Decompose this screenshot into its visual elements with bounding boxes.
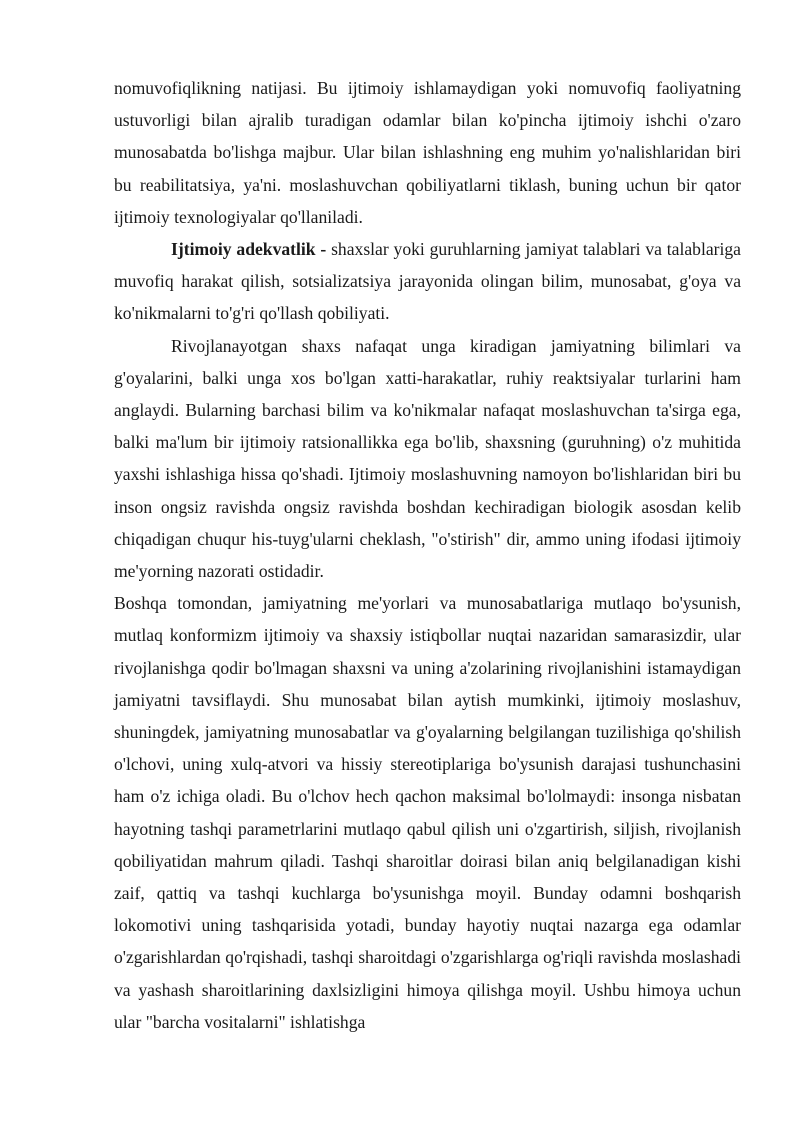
definition-text: shaxslar yoki guruhlarning jamiyat talablari va talablariga muvofiq harakat qilish, sotsializatsiya jarayonida olingan bilim, munosabat, g'oya va ko'nikmalarni to'g'ri qo'llash qobiliyati. xyxy=(114,239,741,324)
paragraph-2-definition xyxy=(114,233,741,330)
definition-term: Ijtimoiy adekvatlik - xyxy=(171,239,327,260)
document-body xyxy=(114,72,741,1038)
paragraph-3-continuation: Boshqa tomondan, jamiyatning me'yorlari va munosabatlariga mutlaqo bo'ysunish, mutlaq konformizm ijtimoiy va shaxsiy istiqbollar nuqtai nazaridan samarasizdir, ular rivojlanishga qodir bo'lmagan shaxsni va uning a'zolarining rivojlanishini istamaydigan jamiyatni tavsiflaydi. Shu munosabat bilan aytish mumkinki, ijtimoiy moslashuv, shuningdek, jamiyatning munosabatlar va g'oyalarning belgilangan tuzilishiga qo'shilish o'lchovi, uning xulq-atvori va hissiy stereotiplariga bo'ysunish darajasi tushunchasini ham o'z ichiga oladi. Bu o'lchov hech qachon maksimal bo'lolmaydi: insonga nisbatan hayotning tashqi parametrlarini mutlaqo qabul qilish uni o'zgartirish, siljish, rivojlanish qobiliyatidan mahrum qiladi. Tashqi sharoitlar doirasi bilan aniq belgilanadigan kishi zaif, qattiq va tashqi kuchlarga bo'ysunishga moyil. Bunday odamni boshqarish lokomotivi uning tashqarisida yotadi, bunday hayotiy nuqtai nazarga ega odamlar o'zgarishlardan qo'rqishadi, tashqi sharoitdagi o'zgarishlarga og'riqli ravishda moslashadi va yashash sharoitlarining daxlsizligini himoya qilishga moyil. Ushbu himoya uchun ular "barcha vositalarni" ishlatishga xyxy=(114,593,741,1032)
paragraph-1: nomuvofiqlikning natijasi. Bu ijtimoiy ishlamaydigan yoki nomuvofiq faoliyatning ustuvorligi bilan ajralib turadigan odamlar bilan ko'pincha ijtimoiy ishchi o'zaro munosabatda bo'lishga majbur. Ular bilan ishlashning eng muhim yo'nalishlaridan biri bu reabilitatsiya, ya'ni. moslashuvchan qobiliyatlarni tiklash, buning uchun bir qator ijtimoiy texnologiyalar qo'llaniladi. xyxy=(114,78,741,227)
paragraph-3: Rivojlanayotgan shaxs nafaqat unga kiradigan jamiyatning bilimlari va g'oyalarini, balki unga xos bo'lgan xatti-harakatlar, ruhiy reaktsiyalar turlarini ham anglaydi. Bularning barchasi bilim va ko'nikmalar nafaqat moslashuvchan ta'sirga ega, balki ma'lum bir ijtimoiy ratsionallikka ega bo'lib, shaxsning (guruhning) o'z muhitida yaxshi ishlashiga hissa qo'shadi. Ijtimoiy moslashuvning namoyon bo'lishlaridan biri bu inson ongsiz ravishda ongsiz ravishda boshdan kechiradigan biologik asosdan kelib chiqadigan chuqur his-tuyg'ularni cheklash, "o'stirish" dir, ammo uning ifodasi ijtimoiy me'yorning nazorati ostidadir. xyxy=(114,335,741,582)
